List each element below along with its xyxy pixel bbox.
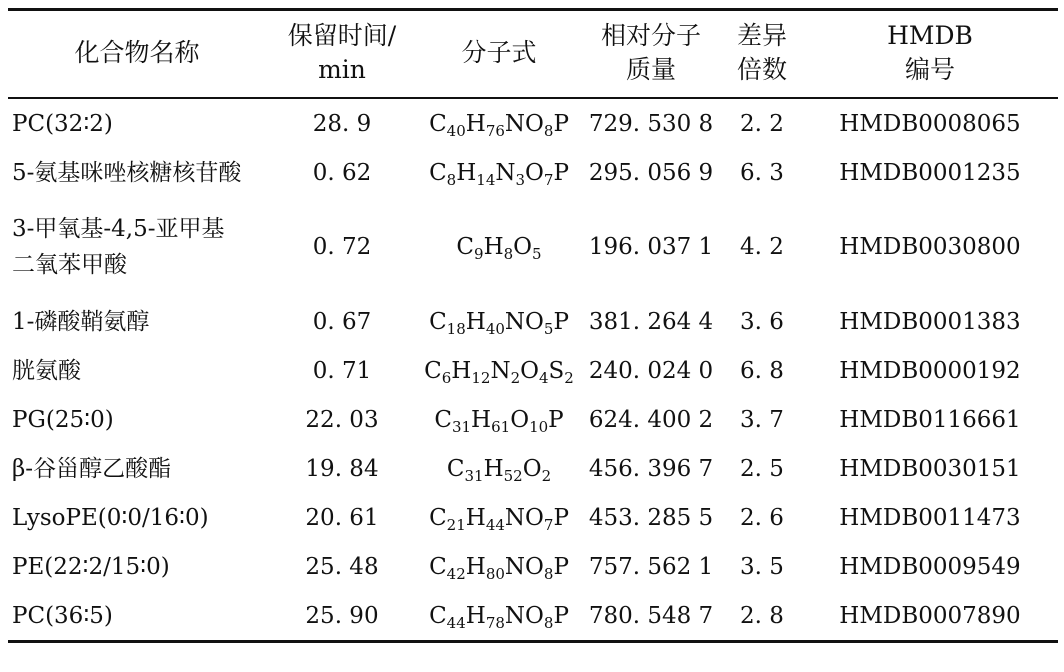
formula-element: O [510,406,530,433]
cell-fold-change: 3. 5 [740,553,784,580]
cell-compound-name [8,542,266,591]
formula-element: H [465,553,486,580]
cell-formula [418,297,580,346]
formula-element: H [456,159,477,186]
cell-compound-name [8,98,266,148]
cell-molecular-mass: 757. 562 1 [588,553,714,580]
formula-element: C [429,110,447,137]
formula-element: O [513,234,533,260]
formula-element: P [553,308,569,335]
formula-subscript: 61 [491,417,511,436]
formula-element: C [456,234,475,260]
formula-element: H [471,406,492,433]
formula-element: H [451,357,472,384]
formula-subscript: 9 [474,245,484,263]
formula-subscript: 80 [485,564,505,583]
cell-hmdb-id: HMDB0008065 [839,110,1021,137]
formula-element: C [434,406,452,433]
cell-formula [418,346,580,395]
table-row [8,148,1058,197]
cell-formula [418,197,580,297]
cell-molecular-mass: 780. 548 7 [588,602,714,629]
cell-retention-time: 0. 72 [312,234,372,260]
formula-element: H [465,308,486,335]
formula-element: O [525,159,544,186]
formula-subscript: 4 [538,368,549,387]
formula-subscript: 8 [543,564,554,583]
formula-subscript: 76 [485,121,505,140]
formula-subscript: 40 [485,319,505,338]
cell-fold-change: 4. 2 [740,234,784,260]
compound-name-line: PC(36∶5) [12,602,113,629]
formula-subscript: 10 [529,417,549,436]
cell-compound-name [8,297,266,346]
cell-retention-time: 28. 9 [312,110,372,137]
formula-element: C [429,504,447,531]
formula-element: H [483,455,504,482]
formula-element: P [553,504,569,531]
formula-element: H [483,234,504,260]
cell-molecular-mass: 381. 264 4 [588,308,714,335]
formula-element: P [553,602,569,629]
formula-subscript: 31 [451,417,472,436]
formula-subscript: 42 [446,564,466,583]
cell-retention-time: 0. 71 [312,357,372,384]
formula-subscript: 12 [471,368,491,387]
cell-hmdb-id: HMDB0001383 [839,308,1021,335]
formula-element: C [424,357,442,384]
formula-subscript: 2 [564,368,574,387]
formula-subscript: 14 [476,170,496,189]
header-compound-name: 化合物名称 [74,38,200,67]
formula-element: NO [504,504,544,531]
cell-molecular-mass: 295. 056 9 [588,159,714,186]
cell-formula [418,148,580,197]
cell-fold-change: 3. 7 [740,406,784,433]
cell-compound-name [8,346,266,395]
cell-fold-change: 6. 8 [740,357,784,384]
formula-element: H [465,110,486,137]
formula-element: P [553,553,569,580]
header-hmdb-id: HMDB 编号 [887,21,973,84]
formula-subscript: 8 [543,613,554,632]
cell-fold-change: 2. 8 [740,602,784,629]
formula-subscript: 6 [441,368,452,387]
cell-fold-change: 2. 5 [740,455,784,482]
formula-subscript: 40 [446,121,466,140]
cell-compound-name [8,493,266,542]
compound-name-line: 胱氨酸 [12,357,81,384]
formula-subscript: 3 [515,170,526,189]
formula-element: P [553,110,569,137]
table-row [8,395,1058,444]
cell-retention-time: 25. 90 [305,602,379,629]
metabolite-table [8,8,1058,643]
cell-hmdb-id: HMDB0030800 [839,234,1021,260]
formula-element: NO [504,308,544,335]
cell-retention-time: 22. 03 [305,406,379,433]
formula-element: C [429,159,447,186]
table-row [8,98,1058,148]
header-retention-time: 保留时间/ min [287,21,397,84]
formula-subscript: 5 [543,319,554,338]
compound-name-line: PE(22∶2/15∶0) [12,553,170,580]
formula-element: O [522,455,542,482]
formula-subscript: 52 [503,466,523,485]
formula-subscript: 8 [446,170,457,189]
cell-retention-time: 0. 67 [312,308,372,335]
compound-name-line: 二氧苯甲酸 [12,252,127,278]
cell-formula [418,542,580,591]
cell-hmdb-id: HMDB0116661 [839,406,1021,433]
formula-element: N [490,357,511,384]
compound-name-line: PG(25∶0) [12,406,114,433]
formula-element: O [520,357,539,384]
formula-subscript: 78 [485,613,505,632]
cell-retention-time: 20. 61 [305,504,379,531]
cell-compound-name [8,591,266,642]
formula-subscript: 8 [503,245,514,263]
cell-hmdb-id: HMDB0000192 [839,357,1021,384]
compound-name-line: LysoPE(0∶0/16∶0) [12,504,209,531]
formula-element: S [548,357,565,384]
cell-fold-change: 6. 3 [740,159,784,186]
cell-molecular-mass: 453. 285 5 [588,504,714,531]
formula-subscript: 21 [446,515,466,534]
cell-molecular-mass: 729. 530 8 [588,110,714,137]
cell-formula [418,98,580,148]
cell-molecular-mass: 624. 400 2 [588,406,714,433]
cell-retention-time: 25. 48 [305,553,379,580]
cell-molecular-mass: 240. 024 0 [588,357,714,384]
header-row [8,10,1058,99]
cell-molecular-mass: 456. 396 7 [588,455,714,482]
formula-subscript: 44 [485,515,505,534]
formula-subscript: 5 [532,245,542,263]
table-header [8,10,1058,99]
table-row [8,591,1058,642]
formula-subscript: 7 [543,170,554,189]
cell-formula [418,591,580,642]
formula-subscript: 8 [543,121,554,140]
cell-hmdb-id: HMDB0001235 [839,159,1021,186]
cell-formula [418,493,580,542]
formula-element: H [465,504,486,531]
table-row [8,444,1058,493]
table-row [8,346,1058,395]
cell-fold-change: 2. 2 [740,110,784,137]
cell-molecular-mass: 196. 037 1 [588,234,714,260]
compound-name-line: 5-氨基咪唑核糖核苷酸 [12,159,242,186]
cell-hmdb-id: HMDB0011473 [839,504,1021,531]
formula-element: NO [504,553,544,580]
formula-element: P [548,406,564,433]
compound-name-line: PC(32∶2) [12,110,113,137]
formula-subscript: 31 [464,466,484,485]
cell-compound-name [8,395,266,444]
header-fold-change: 差异 倍数 [736,21,787,84]
cell-hmdb-id: HMDB0007890 [839,602,1021,629]
table-row [8,297,1058,346]
formula-element: C [429,553,447,580]
formula-element: NO [504,602,544,629]
compound-name-line: 1-磷酸鞘氨醇 [12,308,150,335]
cell-retention-time: 19. 84 [305,455,379,482]
formula-element: C [446,455,465,482]
cell-compound-name [8,444,266,493]
cell-retention-time: 0. 62 [312,159,372,186]
table-row [8,197,1058,297]
cell-compound-name [8,197,266,297]
formula-subscript: 7 [543,515,554,534]
table-row [8,542,1058,591]
cell-hmdb-id: HMDB0030151 [839,455,1021,482]
cell-formula [418,444,580,493]
formula-subscript: 18 [446,319,466,338]
header-molecular-mass: 相对分子 质量 [600,21,701,84]
compound-name-line: β-谷甾醇乙酸酯 [12,455,172,482]
cell-hmdb-id: HMDB0009549 [839,553,1021,580]
header-formula: 分子式 [461,38,537,67]
formula-subscript: 2 [541,466,552,485]
formula-element: H [465,602,486,629]
cell-compound-name [8,148,266,197]
formula-element: NO [504,110,544,137]
formula-element: C [429,308,447,335]
table-row [8,493,1058,542]
formula-element: N [495,159,516,186]
formula-subscript: 44 [446,613,466,632]
table-body [8,98,1058,642]
formula-element: P [553,159,569,186]
formula-element: C [429,602,447,629]
compound-name-line: 3-甲氧基-4,5-亚甲基 [12,216,225,242]
cell-fold-change: 2. 6 [740,504,784,531]
formula-subscript: 2 [510,368,521,387]
cell-fold-change: 3. 6 [740,308,784,335]
cell-formula [418,395,580,444]
